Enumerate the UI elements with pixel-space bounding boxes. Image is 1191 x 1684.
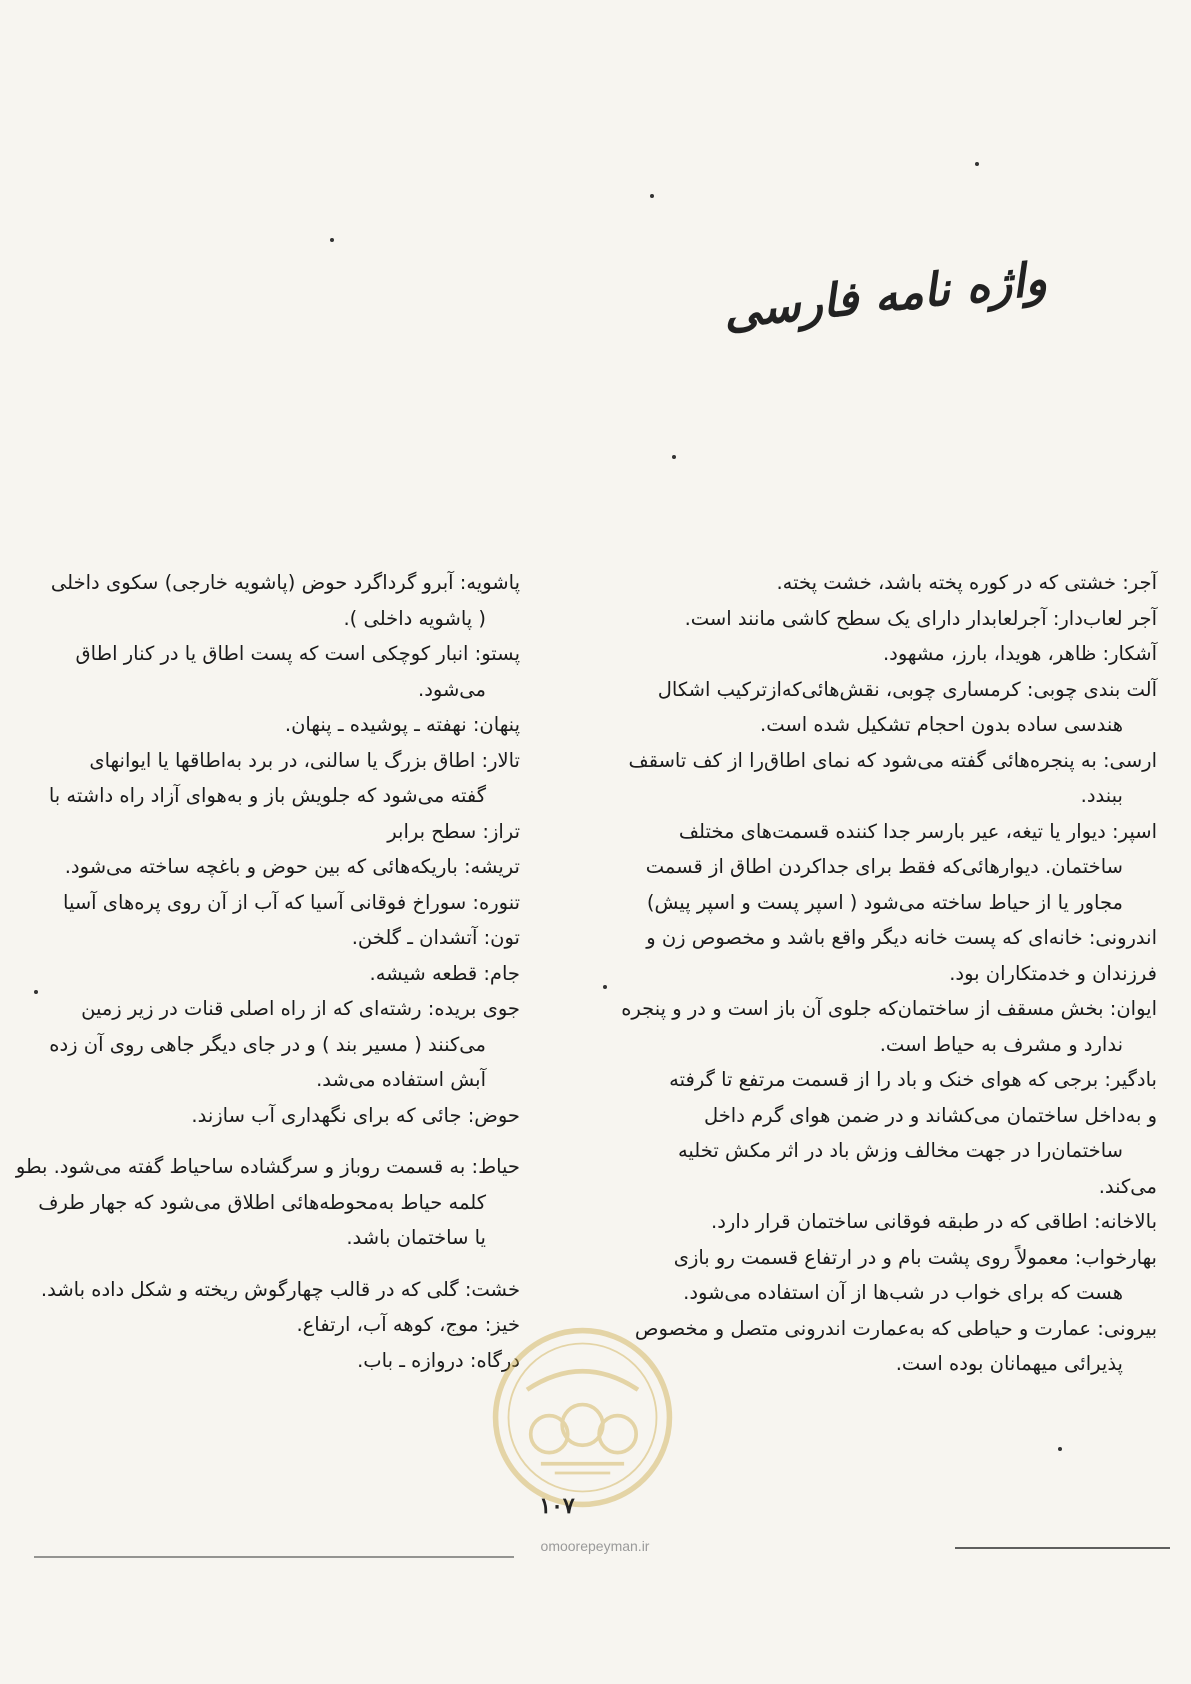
glossary-line: هندسی ساده بدون احجام تشکیل شده است.	[760, 713, 1123, 736]
glossary-line: هست که برای خواب در شب‌ها از آن استفاده می‌شود.	[683, 1281, 1123, 1304]
paragraph-gap	[8, 1133, 520, 1149]
watermark-url: omoorepeyman.ir	[540, 1538, 650, 1554]
scan-speck	[672, 455, 676, 459]
glossary-line: گفته می‌شود که جلویش باز و به‌هوای آزاد راه داشته با	[48, 784, 486, 807]
glossary-line: تنوره: سوراخ فوقانی آسیا که آب از آن روی پره‌های آسیا	[63, 890, 520, 914]
glossary-line: جام: قطعه شیشه.	[369, 961, 520, 985]
glossary-line: و به‌داخل ساختمان می‌کشاند و در ضمن هوای گرم داخل	[703, 1103, 1157, 1127]
scan-speck	[1058, 1447, 1062, 1451]
glossary-line: بادگیر: برجی که هوای خنک و باد را از قسمت مرتفع تا گرفته	[669, 1068, 1157, 1091]
scan-speck	[650, 194, 654, 198]
scan-speck	[330, 238, 334, 242]
glossary-line: پذیرائی میهمانان بوده است.	[895, 1352, 1123, 1375]
glossary-line: آجر: خشتی که در کوره پخته باشد، خشت پخته.	[776, 571, 1157, 594]
glossary-line: تون: آتشدان ـ گلخن.	[351, 926, 520, 949]
glossary-line: آجر لعاب‌دار: آجرلعابدار دارای یک سطح کاشی مانند است.	[684, 606, 1157, 630]
watermark-stamp-logo	[490, 1325, 675, 1510]
glossary-line: تریشه: باریکه‌هائی که بین حوض و باغچه ساخته می‌شود.	[64, 855, 520, 878]
glossary-line: ایوان: بخش مسقف از ساختمان‌که جلوی آن باز است و در و پنجره	[621, 997, 1157, 1020]
glossary-line: بیرونی: عمارت و حیاطی که به‌عمارت اندرونی متصل و مخصوص	[634, 1316, 1157, 1340]
glossary-line: تراز: سطح برابر	[387, 819, 520, 843]
page-title: واژه نامه فارسی	[720, 251, 1050, 339]
glossary-line: یا ساختمان باشد.	[346, 1226, 486, 1249]
scan-speck	[603, 985, 607, 989]
glossary-line: می‌کنند ( مسیر بند ) و در جای دیگر جاهی روی آن زده	[49, 1032, 486, 1056]
glossary-line: خشت: گلی که در قالب چهارگوش ریخته و شکل داده باشد.	[40, 1277, 520, 1301]
glossary-line: می‌شود.	[418, 677, 486, 701]
glossary-line: پنهان: نهفته ـ پوشیده ـ پنهان.	[284, 713, 520, 736]
glossary-line: پستو: انبار کوچکی است که پست اطاق یا در کنار اطاق	[75, 642, 520, 665]
glossary-line: اندرونی: خانه‌ای که پست خانه دیگر واقع باشد و مخصوص زن و	[646, 926, 1157, 949]
glossary-line: آلت بندی چوبی: کرمساری چوبی، نقش‌هائی‌که‌ازترکیب اشکال	[657, 677, 1157, 701]
glossary-line: ندارد و مشرف به حیاط است.	[879, 1032, 1123, 1056]
right-column	[560, 565, 1157, 1382]
glossary-line: ببندد.	[1080, 784, 1123, 807]
glossary-line: ( پاشویه داخلی ).	[343, 606, 486, 630]
glossary-line: درگاه: دروازه ـ باب.	[357, 1348, 520, 1372]
glossary-line: کلمه حیاط به‌محوطه‌هائی اطلاق می‌شود که جهار طرف	[38, 1190, 486, 1214]
glossary-line: حوض: جائی که برای نگهداری آب سازند.	[191, 1103, 520, 1127]
glossary-line: جوی بریده: رشته‌ای که از راه اصلی قنات در زیر زمین	[81, 997, 520, 1020]
glossary-line: می‌کند.	[1098, 1174, 1157, 1198]
glossary-line: فرزندان و خدمتکاران بود.	[949, 961, 1157, 985]
glossary-line: تالار: اطاق بزرگ یا سالنی، در برد به‌اطاقها یا ایوانهای	[89, 748, 520, 772]
glossary-line: بالاخانه: اطاقی که در طبقه فوقانی ساختمان قرار دارد.	[711, 1210, 1157, 1233]
paragraph-gap	[8, 1256, 520, 1272]
glossary-line: آبش استفاده می‌شد.	[316, 1068, 486, 1091]
footer-rule-right	[955, 1547, 1170, 1549]
glossary-line: بهارخواب: معمولاً روی پشت بام و در ارتفاع قسمت رو بازی	[673, 1245, 1157, 1269]
glossary-line: ساختمان. دیوارهائی‌که فقط برای جداکردن اطاق از قسمت	[645, 855, 1123, 878]
glossary-line: آشکار: ظاهر، هویدا، بارز، مشهود.	[882, 642, 1157, 665]
glossary-line: حیاط: به قسمت روباز و سرگشاده ساحیاط گفته می‌شود. بطو	[15, 1155, 520, 1178]
page-number: ۱۰۷	[539, 1493, 575, 1519]
scan-speck	[975, 162, 979, 166]
glossary-line: خیز: موج، کوهه آب، ارتفاع.	[296, 1313, 520, 1336]
glossary-line: پاشویه: آبرو گرداگرد حوض (پاشویه خارجی) سکوی داخلی	[50, 571, 520, 594]
scan-speck	[34, 990, 38, 994]
glossary-line: ارسی: به پنجره‌هائی گفته می‌شود که نمای اطاق‌را از کف تاسقف	[628, 748, 1157, 772]
footer-rule-left	[34, 1556, 514, 1558]
glossary-line: اسپر: دیوار یا تیغه، عیر بارسر جدا کننده قسمت‌های مختلف	[678, 819, 1157, 843]
left-column	[8, 565, 520, 1378]
glossary-line: ساختمان‌را در جهت مخالف وزش باد در اثر مکش تخلیه	[677, 1139, 1123, 1162]
glossary-line: مجاور یا از حیاط ساخته می‌شود ( اسپر پست و اسپر پیش)	[646, 890, 1123, 914]
